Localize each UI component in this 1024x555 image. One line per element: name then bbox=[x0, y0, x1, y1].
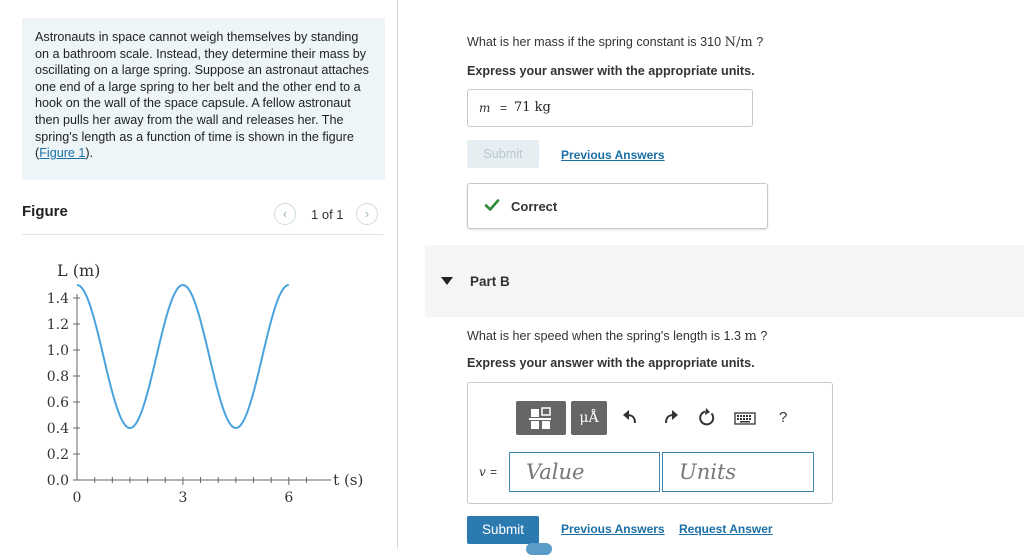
problem-text-end: ). bbox=[85, 146, 94, 161]
y-tick-label: 0.4 bbox=[46, 421, 69, 437]
undo-icon[interactable] bbox=[621, 408, 641, 428]
part-a-answer-box bbox=[467, 89, 753, 127]
figure-title: Figure bbox=[22, 203, 68, 220]
part-a-question bbox=[467, 35, 763, 50]
y-tick-label: 0.8 bbox=[46, 369, 69, 385]
part-a-submit-button: Submit bbox=[467, 140, 539, 168]
redo-icon[interactable] bbox=[660, 408, 680, 428]
part-b-question-units: m bbox=[744, 329, 757, 344]
y-axis-label: L (m) bbox=[57, 261, 101, 280]
part-a-question-mark: ? bbox=[756, 35, 764, 49]
y-tick-label: 0.2 bbox=[46, 447, 69, 463]
answer-variable: m bbox=[479, 101, 491, 115]
left-pane bbox=[0, 0, 398, 549]
y-tick-label: 0.0 bbox=[46, 473, 69, 489]
correct-label: Correct bbox=[511, 199, 558, 214]
part-b-title: Part B bbox=[470, 274, 510, 289]
part-a-previous-answers-link[interactable]: Previous Answers bbox=[561, 148, 665, 162]
x-tick-label: 0 bbox=[72, 490, 82, 506]
x-tick-label: 6 bbox=[284, 490, 294, 506]
units-button[interactable]: μÅ bbox=[571, 401, 607, 435]
next-figure-button[interactable] bbox=[356, 203, 378, 225]
part-a-question-units: N/m bbox=[724, 35, 753, 50]
part-b-instruction: Express your answer with the appropriate units. bbox=[467, 356, 755, 370]
part-a-instruction: Express your answer with the appropriate units. bbox=[467, 64, 755, 78]
keyboard-icon[interactable] bbox=[734, 408, 756, 428]
help-button[interactable]: ? bbox=[779, 409, 788, 426]
part-b-previous-answers-link[interactable]: Previous Answers bbox=[561, 522, 665, 536]
correct-feedback bbox=[467, 183, 768, 229]
answer-equals-b: = bbox=[490, 465, 498, 479]
chevron-left-icon: ‹ bbox=[282, 206, 288, 221]
y-tick-label: 1.4 bbox=[46, 291, 69, 307]
part-a-question-text: What is her mass if the spring constant is 310 bbox=[467, 35, 722, 49]
x-tick-label: 3 bbox=[178, 490, 188, 506]
answer-variable-v: v bbox=[479, 465, 486, 479]
part-b-question-mark: ? bbox=[760, 329, 768, 343]
prev-figure-button[interactable] bbox=[274, 203, 296, 225]
units-input[interactable]: Units bbox=[662, 452, 814, 492]
y-tick-label: 0.6 bbox=[46, 395, 69, 411]
chevron-right-icon: › bbox=[364, 206, 370, 221]
figure-header bbox=[22, 200, 383, 235]
problem-statement bbox=[22, 18, 385, 180]
value-input[interactable]: Value bbox=[509, 452, 660, 492]
problem-text: Astronauts in space cannot weigh themselves by standing on a bathroom scale. Instead, they determine their mass by oscillating on a large spring. Suppose an astronaut attaches one end of a large spring to her belt and the other end to a hook on the wall of the space capsule. A fellow astronaut then pulls her away from the wall and releases her. The spring's length as a function of time is shown in the figure ( bbox=[35, 30, 369, 161]
part-b-question bbox=[467, 329, 767, 344]
answer-value: 71 kg bbox=[514, 100, 551, 115]
template-icon bbox=[516, 401, 566, 435]
y-tick-label: 1.2 bbox=[46, 317, 69, 333]
checkmark-icon bbox=[484, 197, 500, 213]
scroll-indicator[interactable] bbox=[526, 543, 552, 555]
figure-pager: 1 of 1 bbox=[311, 207, 344, 222]
reset-icon[interactable] bbox=[697, 408, 717, 428]
request-answer-link[interactable]: Request Answer bbox=[679, 522, 773, 536]
y-tick-label: 1.0 bbox=[46, 343, 69, 359]
x-axis-label: t (s) bbox=[333, 471, 364, 489]
part-b-answer-panel bbox=[467, 382, 833, 504]
collapse-triangle-icon bbox=[441, 277, 453, 285]
part-b-submit-button[interactable]: Submit bbox=[467, 516, 539, 544]
part-b-header[interactable] bbox=[425, 245, 1024, 317]
template-button[interactable] bbox=[516, 401, 566, 435]
answer-equals: = bbox=[500, 101, 508, 115]
figure-link[interactable]: Figure 1 bbox=[39, 146, 86, 161]
right-pane bbox=[398, 0, 1024, 549]
part-b-question-text: What is her speed when the spring's length is 1.3 bbox=[467, 329, 742, 343]
series-line bbox=[77, 285, 289, 428]
spring-length-graph bbox=[22, 240, 382, 525]
